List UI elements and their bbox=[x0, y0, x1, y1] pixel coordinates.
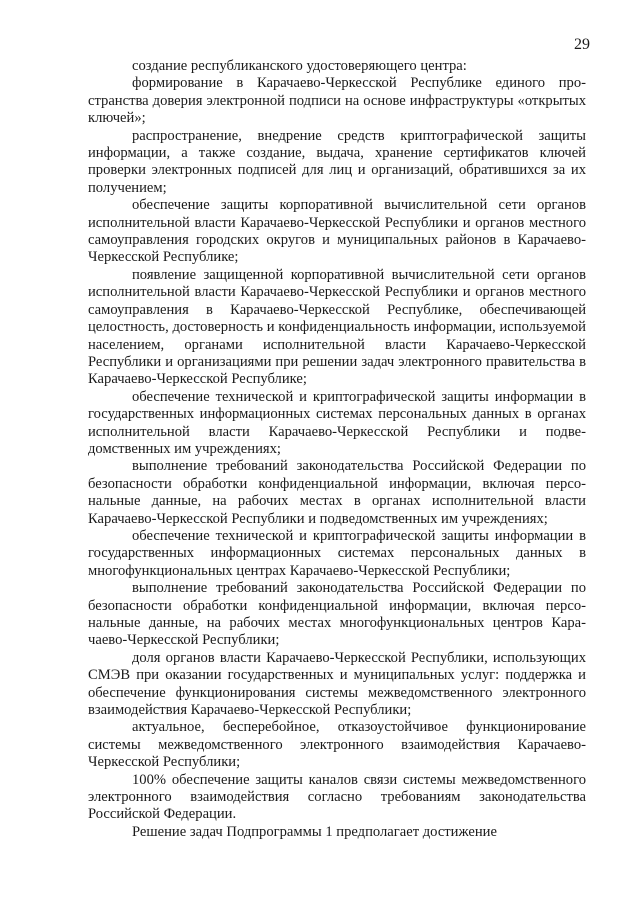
paragraph-5: появление защищенной корпоративной вычислительной сети органов исполнительной власти Карачаево-Черкесской Республики и органов местного самоуправления в Карачаево-Черкесской Республике, обеспечивающей целостность, достоверность и конфиденциальность информации, используемой населением, органами исполнительной власти Карачаево-Черкесской Республики и организациями при решении задач электронного правительства в Карачаево-Черкесской Республике; bbox=[88, 266, 586, 388]
paragraph-1: создание республиканского удостоверяющего центра: bbox=[132, 58, 467, 74]
paragraph-8: обеспечение технической и криптографической защиты информации в государственных информационных системах персональных данных в многофункциональных центрах Карачаево-Черкесской Республики; bbox=[88, 527, 586, 579]
page-number: 29 bbox=[574, 36, 590, 53]
paragraph-9: выполнение требований законодательства Российской Федерации по безопасности обработки конфиденциальной информации, включая персональные данные, на рабочих местах многофункциональных центров Карачаево-Черкесской Республики; bbox=[88, 580, 586, 649]
document-body bbox=[88, 58, 586, 841]
paragraph-6: обеспечение технической и криптографической защиты информации в государственных информационных системах персональных данных в органах исполнительной власти Карачаево-Черкесской Республики и подведомственных им учреждениях; bbox=[88, 388, 586, 457]
paragraph-13: Решение задач Подпрограммы 1 предполагает достижение bbox=[132, 823, 497, 840]
paragraph-2: формирование в Карачаево-Черкесской Республике единого пространства доверия электронной подписи на основе инфраструктуры «открытых ключей»; bbox=[88, 75, 586, 127]
paragraph-12: 100% обеспечение защиты каналов связи системы межведомственного электронного взаимодействия согласно требованиям законодательства Российской Федерации. bbox=[88, 771, 586, 823]
paragraph-11: актуальное, бесперебойное, отказоустойчивое функционирование системы межведомственного электронного взаимодействия Карачаево-Черкесской Республики; bbox=[88, 719, 586, 771]
paragraph-3: распространение, внедрение средств криптографической защиты информации, а также создание, выдача, хранение сертификатов ключей проверки электронных подписей для лиц и организаций, обратившихся за их получением; bbox=[88, 127, 586, 196]
paragraph-4: обеспечение защиты корпоративной вычислительной сети органов исполнительной власти Карачаево-Черкесской Республики и органов местного самоуправления городских округов и муниципальных районов в Карачаево-Черкесской Республике; bbox=[88, 197, 586, 266]
paragraph-10: доля органов власти Карачаево-Черкесской Республики, использующих СМЭВ при оказании государственных и муниципальных услуг: поддержка и обеспечение функционирования системы межведомственного электронного взаимодействия Карачаево-Черкесской Республики; bbox=[88, 649, 586, 719]
paragraph-7: выполнение требований законодательства Российской Федерации по безопасности обработки конфиденциальной информации, включая персональные данные, на рабочих местах в органах исполнительной власти Карачаево-Черкесской Республики и подведомственных им учреждениях; bbox=[88, 458, 586, 527]
